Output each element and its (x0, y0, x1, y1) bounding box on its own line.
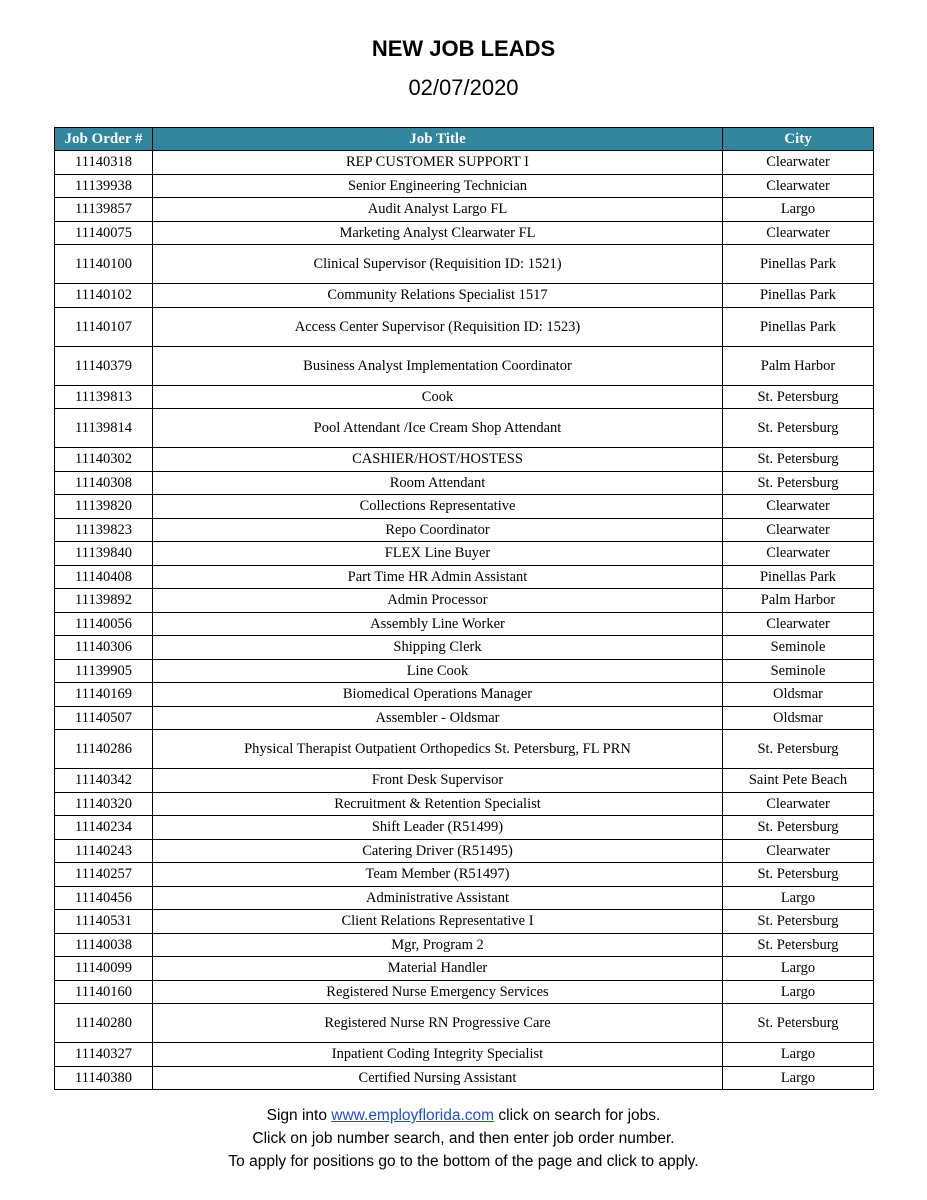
table-row (55, 245, 874, 284)
instruction-suffix: click on search for jobs. (494, 1107, 661, 1124)
page-title: NEW JOB LEADS (371, 36, 556, 61)
job-order-cell: 11140306 (55, 636, 153, 660)
city-cell: Palm Harbor (723, 589, 874, 613)
table-row (55, 933, 874, 957)
city-cell: St. Petersburg (723, 816, 874, 840)
job-title-cell: Pool Attendant /Ice Cream Shop Attendant (153, 409, 723, 448)
table-row (55, 221, 874, 245)
job-title-cell: Line Cook (153, 659, 723, 683)
table-row (55, 1066, 874, 1090)
job-order-cell: 11140456 (55, 886, 153, 910)
city-cell: Clearwater (723, 495, 874, 519)
city-cell: Pinellas Park (723, 307, 874, 346)
city-cell: Saint Pete Beach (723, 769, 874, 793)
table-row (55, 307, 874, 346)
table-row (55, 769, 874, 793)
job-order-cell: 11140280 (55, 1004, 153, 1043)
job-order-cell: 11139840 (55, 542, 153, 566)
city-cell: St. Petersburg (723, 409, 874, 448)
city-cell: Largo (723, 886, 874, 910)
table-row (55, 706, 874, 730)
job-order-cell: 11139823 (55, 518, 153, 542)
table-row (55, 542, 874, 566)
job-leads-table (54, 127, 874, 1090)
job-title-cell: Registered Nurse RN Progressive Care (153, 1004, 723, 1043)
job-order-cell: 11140308 (55, 471, 153, 495)
table-row (55, 518, 874, 542)
job-title-cell: Assembler - Oldsmar (153, 706, 723, 730)
job-title-cell: Collections Representative (153, 495, 723, 519)
job-title-cell: Cook (153, 385, 723, 409)
job-title-cell: Clinical Supervisor (Requisition ID: 1521) (153, 245, 723, 284)
job-order-cell: 11139813 (55, 385, 153, 409)
column-header-job-order: Job Order # (55, 128, 153, 151)
job-order-cell: 11139820 (55, 495, 153, 519)
job-order-cell: 11140056 (55, 612, 153, 636)
job-order-cell: 11140379 (55, 346, 153, 385)
table-row (55, 495, 874, 519)
table-row (55, 471, 874, 495)
table-row (55, 980, 874, 1004)
table-row (55, 863, 874, 887)
table-row (55, 792, 874, 816)
job-order-cell: 11140257 (55, 863, 153, 887)
table-row (55, 683, 874, 707)
job-title-cell: Team Member (R51497) (153, 863, 723, 887)
city-cell: Clearwater (723, 542, 874, 566)
job-title-cell: Room Attendant (153, 471, 723, 495)
instruction-prefix: Sign into (266, 1107, 332, 1124)
table-row (55, 174, 874, 198)
job-order-cell: 11140160 (55, 980, 153, 1004)
job-title-cell: Community Relations Specialist 1517 (153, 284, 723, 308)
job-title-cell: Recruitment & Retention Specialist (153, 792, 723, 816)
job-order-cell: 11140107 (55, 307, 153, 346)
job-title-cell: CASHIER/HOST/HOSTESS (153, 448, 723, 472)
table-header-row (55, 128, 874, 151)
table-row (55, 409, 874, 448)
job-title-cell: Shipping Clerk (153, 636, 723, 660)
table-row (55, 659, 874, 683)
table-row (55, 1043, 874, 1067)
job-order-cell: 11140318 (55, 151, 153, 175)
table-row (55, 385, 874, 409)
instruction-line-1 (0, 1104, 927, 1127)
job-order-cell: 11140075 (55, 221, 153, 245)
city-cell: Clearwater (723, 221, 874, 245)
job-order-cell: 11140342 (55, 769, 153, 793)
table-row (55, 839, 874, 863)
job-title-cell: Part Time HR Admin Assistant (153, 565, 723, 589)
table-row (55, 565, 874, 589)
city-cell: St. Petersburg (723, 933, 874, 957)
job-order-cell: 11139857 (55, 198, 153, 222)
job-order-cell: 11140408 (55, 565, 153, 589)
job-title-cell: Admin Processor (153, 589, 723, 613)
job-order-cell: 11140507 (55, 706, 153, 730)
job-order-cell: 11140380 (55, 1066, 153, 1090)
job-title-cell: Physical Therapist Outpatient Orthopedics St. Petersburg, FL PRN (153, 730, 723, 769)
job-title-cell: Biomedical Operations Manager (153, 683, 723, 707)
job-order-cell: 11139892 (55, 589, 153, 613)
table-row (55, 589, 874, 613)
job-order-cell: 11140320 (55, 792, 153, 816)
job-order-cell: 11140234 (55, 816, 153, 840)
city-cell: Pinellas Park (723, 245, 874, 284)
city-cell: Clearwater (723, 792, 874, 816)
job-order-cell: 11140286 (55, 730, 153, 769)
job-title-cell: Access Center Supervisor (Requisition ID: 1523) (153, 307, 723, 346)
table-row (55, 636, 874, 660)
table-row (55, 612, 874, 636)
city-cell: Clearwater (723, 518, 874, 542)
job-title-cell: REP CUSTOMER SUPPORT I (153, 151, 723, 175)
city-cell: Palm Harbor (723, 346, 874, 385)
column-header-city: City (723, 128, 874, 151)
city-cell: Seminole (723, 636, 874, 660)
job-order-cell: 11140531 (55, 910, 153, 934)
job-title-cell: Certified Nursing Assistant (153, 1066, 723, 1090)
city-cell: Pinellas Park (723, 284, 874, 308)
job-order-cell: 11140038 (55, 933, 153, 957)
job-title-cell: Senior Engineering Technician (153, 174, 723, 198)
job-order-cell: 11139814 (55, 409, 153, 448)
job-order-cell: 11140243 (55, 839, 153, 863)
city-cell: Largo (723, 957, 874, 981)
city-cell: St. Petersburg (723, 471, 874, 495)
city-cell: Oldsmar (723, 706, 874, 730)
job-title-cell: Assembly Line Worker (153, 612, 723, 636)
page-date: 02/07/2020 (408, 75, 519, 100)
job-title-cell: Marketing Analyst Clearwater FL (153, 221, 723, 245)
city-cell: St. Petersburg (723, 448, 874, 472)
table-row (55, 730, 874, 769)
city-cell: St. Petersburg (723, 1004, 874, 1043)
job-order-cell: 11140327 (55, 1043, 153, 1067)
job-title-cell: Inpatient Coding Integrity Specialist (153, 1043, 723, 1067)
table-row (55, 1004, 874, 1043)
table-row (55, 198, 874, 222)
job-title-cell: Registered Nurse Emergency Services (153, 980, 723, 1004)
table-row (55, 886, 874, 910)
job-title-cell: Shift Leader (R51499) (153, 816, 723, 840)
job-order-cell: 11140302 (55, 448, 153, 472)
table-row (55, 448, 874, 472)
city-cell: St. Petersburg (723, 863, 874, 887)
table-row (55, 284, 874, 308)
city-cell: Seminole (723, 659, 874, 683)
job-order-cell: 11140100 (55, 245, 153, 284)
job-title-cell: Mgr, Program 2 (153, 933, 723, 957)
job-order-cell: 11140102 (55, 284, 153, 308)
table-row (55, 816, 874, 840)
instruction-line-2: Click on job number search, and then enter job order number. (252, 1130, 675, 1147)
table-row (55, 957, 874, 981)
city-cell: Clearwater (723, 151, 874, 175)
instruction-line-3: To apply for positions go to the bottom of the page and click to apply. (228, 1153, 699, 1170)
job-title-cell: Audit Analyst Largo FL (153, 198, 723, 222)
instructions (0, 1104, 927, 1173)
city-cell: Pinellas Park (723, 565, 874, 589)
job-title-cell: Administrative Assistant (153, 886, 723, 910)
table-row (55, 910, 874, 934)
column-header-job-title: Job Title (153, 128, 723, 151)
job-rows (55, 151, 874, 1090)
employflorida-link[interactable]: www.employflorida.com (331, 1107, 495, 1124)
job-title-cell: Front Desk Supervisor (153, 769, 723, 793)
job-order-cell: 11139905 (55, 659, 153, 683)
city-cell: Oldsmar (723, 683, 874, 707)
table-row (55, 346, 874, 385)
city-cell: Clearwater (723, 174, 874, 198)
job-title-cell: Material Handler (153, 957, 723, 981)
table-row (55, 151, 874, 175)
job-title-cell: FLEX Line Buyer (153, 542, 723, 566)
city-cell: St. Petersburg (723, 910, 874, 934)
job-title-cell: Client Relations Representative I (153, 910, 723, 934)
city-cell: Largo (723, 198, 874, 222)
city-cell: Largo (723, 980, 874, 1004)
city-cell: Clearwater (723, 839, 874, 863)
city-cell: Clearwater (723, 612, 874, 636)
job-title-cell: Repo Coordinator (153, 518, 723, 542)
city-cell: St. Petersburg (723, 385, 874, 409)
job-order-cell: 11140099 (55, 957, 153, 981)
city-cell: Largo (723, 1043, 874, 1067)
job-order-cell: 11139938 (55, 174, 153, 198)
job-title-cell: Business Analyst Implementation Coordinator (153, 346, 723, 385)
city-cell: Largo (723, 1066, 874, 1090)
job-title-cell: Catering Driver (R51495) (153, 839, 723, 863)
job-order-cell: 11140169 (55, 683, 153, 707)
city-cell: St. Petersburg (723, 730, 874, 769)
